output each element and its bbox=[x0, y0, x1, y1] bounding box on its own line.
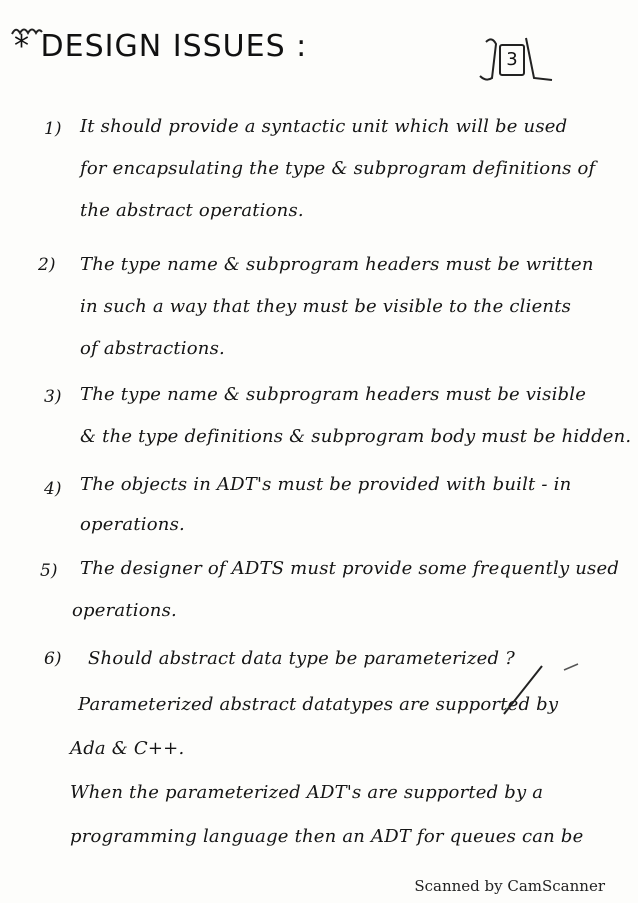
item-4-line-1: The objects in ADT's must be provided with built - in bbox=[80, 474, 572, 495]
heading-text: DESIGN ISSUES : bbox=[40, 29, 308, 64]
item-2-line-1: The type name & subprogram headers must be written bbox=[80, 254, 594, 275]
item-6-line-2: Parameterized abstract datatypes are supported by bbox=[78, 694, 559, 715]
item-3-line-1: The type name & subprogram headers must be visible bbox=[80, 384, 587, 405]
item-1-line-2: for encapsulating the type & subprogram definitions of bbox=[80, 158, 596, 179]
item-5-number: 5) bbox=[40, 561, 58, 581]
item-6-line-4: When the parameterized ADT's are supported by a bbox=[70, 782, 544, 803]
scanner-watermark: Scanned by CamScanner bbox=[414, 877, 605, 895]
item-1-number: 1) bbox=[44, 119, 62, 139]
item-4-line-2: operations. bbox=[80, 514, 185, 535]
item-1-line-1: It should provide a syntactic unit which will be used bbox=[80, 116, 568, 137]
item-2-line-3: of abstractions. bbox=[80, 338, 225, 359]
item-5-line-2: operations. bbox=[72, 600, 177, 621]
item-6-line-5: programming language then an ADT for queues can be bbox=[70, 826, 584, 847]
item-6-line-1: Should abstract data type be parameterized ? bbox=[88, 648, 515, 669]
page-number: 3 bbox=[499, 44, 525, 76]
item-1-line-3: the abstract operations. bbox=[80, 200, 304, 221]
scribble-mark-icon bbox=[10, 24, 44, 38]
item-5-line-1: The designer of ADTS must provide some frequently used bbox=[80, 558, 620, 579]
pen-mark-icon bbox=[562, 660, 582, 674]
item-2-number: 2) bbox=[38, 255, 56, 275]
tick-mark-icon bbox=[498, 662, 548, 722]
item-4-number: 4) bbox=[44, 479, 62, 499]
item-6-number: 6) bbox=[44, 649, 62, 669]
heading-star: * bbox=[14, 29, 30, 64]
item-3-number: 3) bbox=[44, 387, 62, 407]
item-6-line-3: Ada & C++. bbox=[70, 738, 185, 759]
page-title bbox=[14, 30, 307, 64]
item-3-line-2: & the type definitions & subprogram body must be hidden. bbox=[80, 426, 632, 447]
item-2-line-2: in such a way that they must be visible to the clients bbox=[80, 296, 572, 317]
